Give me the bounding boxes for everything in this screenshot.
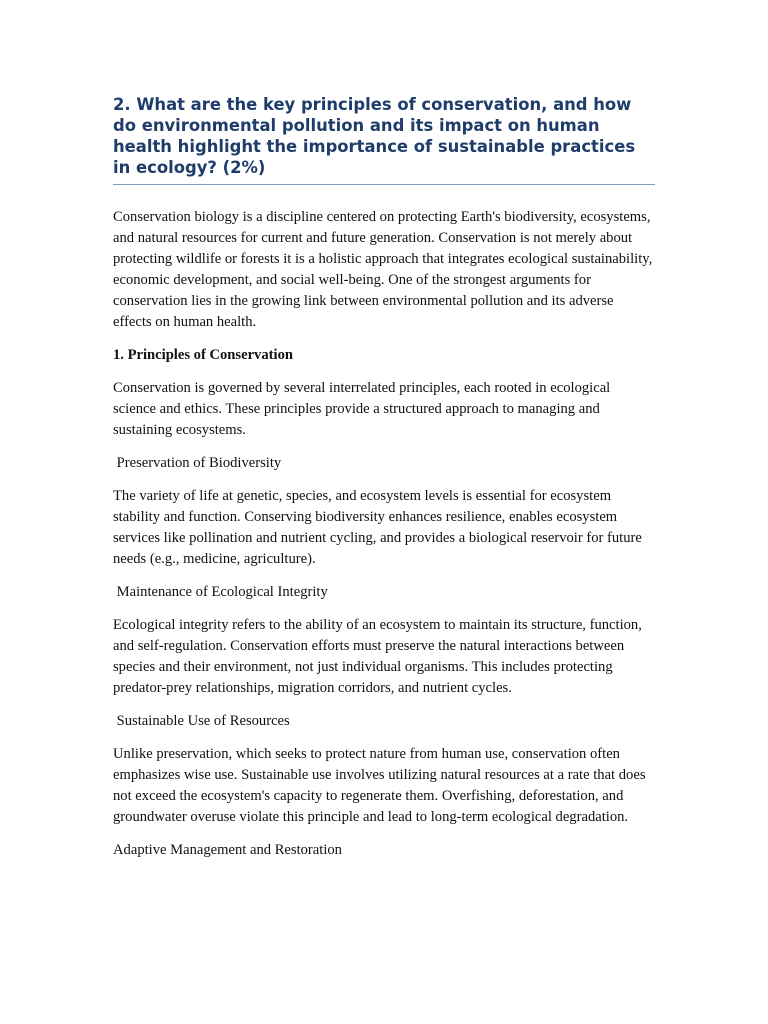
principle-heading-biodiversity: Preservation of Biodiversity	[113, 455, 282, 471]
question-heading: 2. What are the key principles of conservation, and how do environmental pollution and its impact on human health highlight the importance of sustainable practices in ecology? (2%)	[113, 94, 655, 185]
intro-paragraph: Conservation biology is a discipline centered on protecting Earth's biodiversity, ecosystems, and natural resources for current and future generation. Conservation is not merely about protecting wildlife or forests it is a holistic approach that integrates ecological sustainability, economic development, and social well-being. One of the strongest arguments for conservation lies in the growing link between environmental pollution and its adverse effects on human health.	[113, 209, 653, 330]
principle-text-sustainable-use: Unlike preservation, which seeks to protect nature from human use, conservation often emphasizes wise use. Sustainable use involves utilizing natural resources at a rate that does not exceed the ecosystem's capacity to regenerate them. Overfishing, deforestation, and groundwater overuse violate this principle and lead to long-term ecological degradation.	[113, 746, 646, 825]
principle-heading-sustainable-use: Sustainable Use of Resources	[113, 713, 290, 729]
principle-text-biodiversity: The variety of life at genetic, species, and ecosystem levels is essential for ecosystem stability and function. Conserving biodiversity enhances resilience, enables ecosystem services like pollination and nutrient cycling, and provides a biological reservoir for future needs (e.g., medicine, agriculture).	[113, 488, 642, 567]
principle-heading-adaptive-management: Adaptive Management and Restoration	[113, 842, 342, 858]
section-intro-paragraph: Conservation is governed by several interrelated principles, each rooted in ecological science and ethics. These principles provide a structured approach to managing and sustaining ecosystems.	[113, 380, 611, 438]
principle-heading-integrity: Maintenance of Ecological Integrity	[113, 584, 328, 600]
principle-text-integrity: Ecological integrity refers to the ability of an ecosystem to maintain its structure, function, and self-regulation. Conservation efforts must preserve the natural interactions between species and their environment, not just individual organisms. This includes protecting predator-prey relationships, migration corridors, and nutrient cycles.	[113, 617, 642, 696]
section-title: 1. Principles of Conservation	[113, 347, 293, 363]
